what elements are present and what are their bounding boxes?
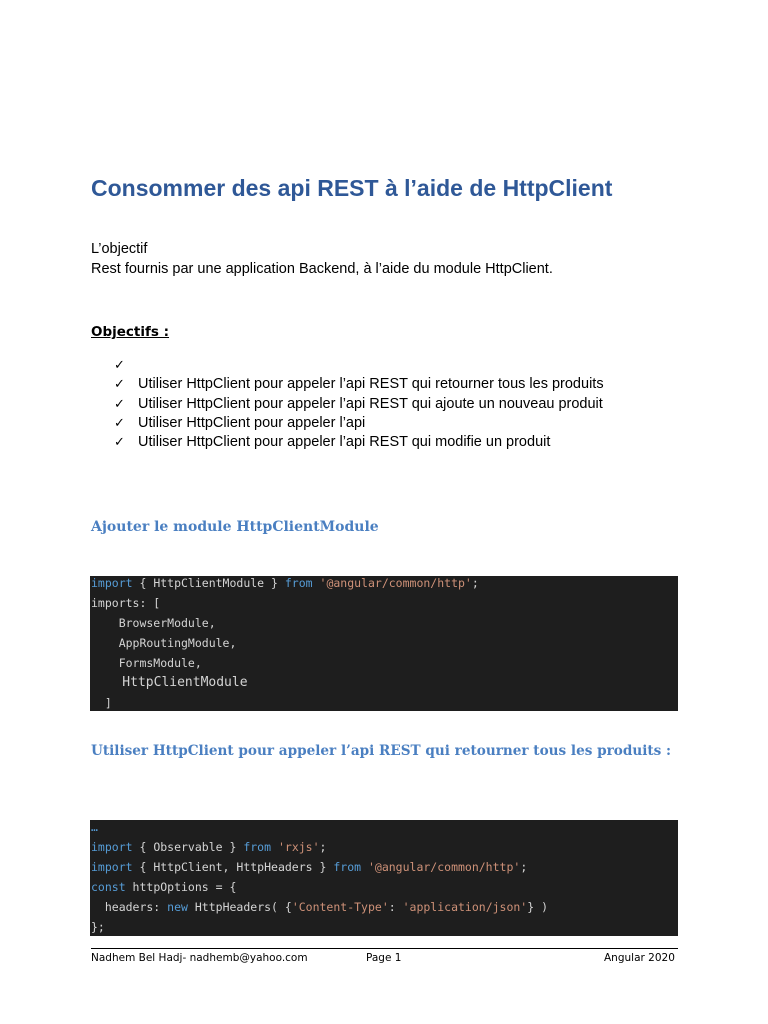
footer-page-number: Page 1 — [366, 952, 402, 964]
checkmark-icon: ✓ — [114, 435, 125, 451]
code-line: … — [91, 820, 98, 834]
code-line: FormsModule, — [91, 656, 202, 670]
list-item: ✓ Utiliser HttpClient pour appeler l’api REST qui modifie un produit — [114, 433, 604, 452]
page-title: Consommer des api REST à l’aide de HttpClient — [91, 175, 613, 201]
code-line: import { HttpClient, HttpHeaders } from '@angular/common/http'; — [91, 860, 528, 874]
code-line: }; — [91, 920, 105, 934]
section-heading-getall: Utiliser HttpClient pour appeler l’api REST qui retourner tous les produits : — [91, 743, 672, 759]
checkmark-icon: ✓ — [114, 396, 125, 412]
footer-course: Angular 2020 — [604, 952, 675, 964]
section-heading-module: Ajouter le module HttpClientModule — [91, 519, 379, 535]
objectives-heading: Objectifs : — [91, 324, 170, 340]
checkmark-icon: ✓ — [114, 415, 125, 431]
code-line: imports: [ — [91, 596, 161, 610]
code-line: headers: new HttpHeaders( {'Content-Type': 'application/json'} ) — [91, 900, 549, 914]
footer-divider — [91, 948, 678, 949]
intro-line-1: L’objectif — [91, 241, 148, 257]
code-line: import { Observable } from 'rxjs'; — [91, 840, 327, 854]
footer-author: Nadhem Bel Hadj- nadhemb@yahoo.com — [91, 952, 308, 964]
code-line: HttpClientModule — [91, 675, 248, 690]
intro — [91, 239, 553, 279]
code-line: const httpOptions = { — [91, 880, 237, 894]
code-block-module — [90, 576, 678, 711]
checkmark-icon: ✓ — [114, 377, 125, 393]
code-line: import { HttpClientModule } from '@angular/common/http'; — [91, 576, 479, 590]
code-line: BrowserModule, — [91, 616, 216, 630]
code-line: ] — [91, 696, 112, 710]
list-item — [114, 356, 604, 375]
list-item: ✓ Utiliser HttpClient pour appeler l’api REST qui ajoute un nouveau produit — [114, 395, 604, 414]
code-line: AppRoutingModule, — [91, 636, 237, 650]
list-item: ✓ Utiliser HttpClient pour appeler l’api REST qui retourner tous les produits — [114, 375, 604, 394]
objectives-list — [114, 356, 604, 452]
list-item: ✓ Utiliser HttpClient pour appeler l’api — [114, 414, 604, 433]
code-block-service — [90, 820, 678, 936]
checkmark-icon: ✓ — [114, 358, 125, 373]
intro-line-2: Rest fournis par une application Backend, à l’aide du module HttpClient. — [91, 261, 553, 277]
